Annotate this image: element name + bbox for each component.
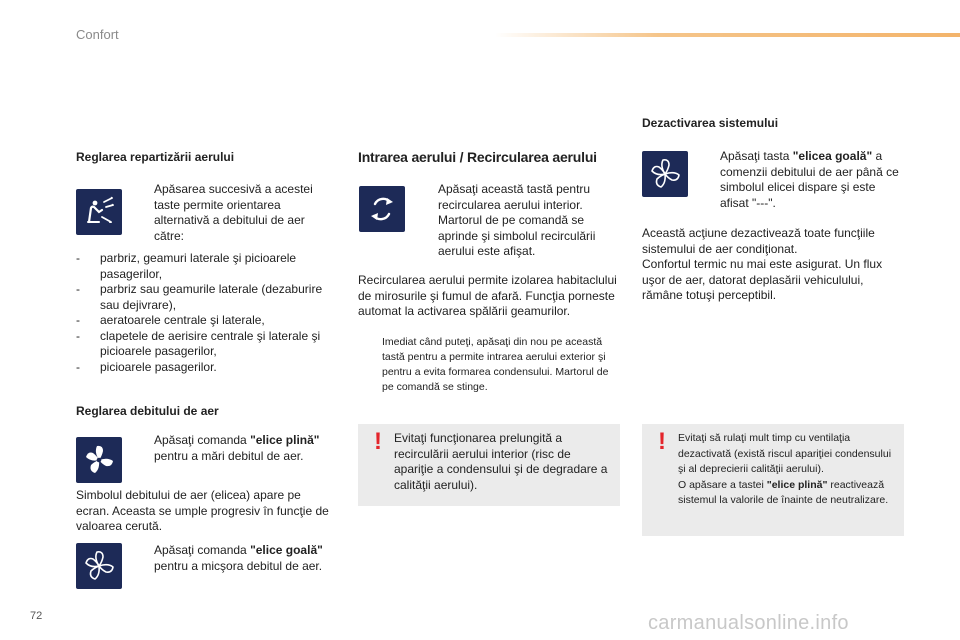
deactivation-warning-pre: O apăsare a tastei (678, 478, 767, 491)
air-distribution-heading: Reglarea repartizării aerului (76, 150, 235, 164)
fan-empty-text-post: pentru a micşora debitul de aer. (154, 558, 323, 573)
list-item: - parbriz sau geamurile laterale (dezaburire sau dejivrare), (76, 282, 332, 313)
list-item: - clapetele de aerisire centrale şi laterale şi picioarele pasagerilor, (76, 329, 332, 360)
fan-empty-instruction (134, 543, 340, 574)
fan-full-button[interactable] (76, 437, 122, 483)
air-distribution-instruction (134, 182, 326, 244)
fan-full-instruction (134, 433, 334, 464)
deactivation-warning (642, 424, 904, 536)
recirculation-warning-text: Evitaţi funcţionarea prelungită a recirculării aerului interior (risc de apariţie a condensului şi de degradare a calităţii aerului). (394, 431, 608, 492)
fan-empty-icon (648, 157, 682, 191)
fan-full-text-post: pentru a mări debitul de aer. (154, 448, 304, 463)
fan-empty-label: "elicea goală" (792, 149, 873, 163)
deactivation-heading: Dezactivarea sistemului (642, 116, 779, 130)
deactivation-warning-text: Evitaţi să rulaţi mult timp cu ventilaţia dezactivată (există riscul apariţiei condensului şi al deprecierii calităţii aerului). (678, 432, 892, 475)
fan-empty-text-pre: Apăsaţi comanda (154, 543, 251, 557)
air-flow-description: Simbolul debitului de aer (elicea) apare pe ecran. Aceasta se umple progresiv în funcţie de valoarea cerută. (76, 488, 329, 533)
deactivation-text-post: a comenzii debitului de aer până ce simbolul elicei dispare şi este afisat "---". (720, 149, 899, 210)
recirculation-icon (365, 192, 399, 226)
deactivation-para-1: Această acţiune dezactivează toate funcţiile sistemului de aer condiţionat. (642, 226, 875, 256)
recirculation-button[interactable] (359, 186, 405, 232)
deactivation-para-2: Confortul termic nu mai este asigurat. Un flux uşor de aer, datorat deplasării vehiculului, rămâne totuşi perceptibil. (642, 257, 883, 302)
list-item: - picioarele pasagerilor. (76, 360, 332, 376)
recirculation-instruction (418, 182, 618, 260)
warning-icon: ! (374, 428, 382, 455)
recirculation-note-text: Imediat când puteţi, apăsaţi din nou pe această tastă pentru a permite intrarea aerului exterior şi pentru a evita formarea condensului. Martorul de pe comandă se stinge. (382, 336, 609, 393)
air-distribution-instruction-text: Apăsarea succesivă a acestei taste permite orientarea alternativă a debitului de aer către: (154, 182, 313, 243)
watermark: carmanualsonline.info (648, 612, 849, 634)
deactivation-instruction (700, 149, 906, 211)
recirculation-description: Recircularea aerului permite izolarea habitaclului de mirosurile şi fumul de afară. Funcţia porneste automat la activarea spălării geamurilor. (358, 273, 617, 318)
air-distribution-button[interactable] (76, 189, 122, 235)
recirculation-instruction-text: Apăsaţi această tastă pentru recircularea aerului interior. Martorul de pe comandă se aprinde şi simbolul recirculării aerului este afişat. (438, 182, 596, 258)
fan-empty-icon (82, 549, 116, 583)
list-item: - aeratoarele centrale şi laterale, (76, 313, 332, 329)
fan-full-label: "elice plină" (250, 433, 320, 447)
deactivation-warning-post: reactivează sistemul la valorile de înainte de neutralizare. (678, 478, 889, 506)
header-accent-rule (495, 33, 960, 37)
fan-full-text-pre: Apăsaţi comanda (154, 433, 251, 447)
air-distribution-list (76, 251, 332, 375)
fan-full-icon (82, 443, 116, 477)
section-title: Confort (76, 27, 119, 42)
fan-empty-label: "elice goală" (250, 543, 323, 557)
deactivation-description (642, 226, 904, 304)
warning-icon: ! (658, 428, 666, 455)
page-number: 72 (30, 610, 43, 622)
fan-empty-deactivate-button[interactable] (642, 151, 688, 197)
fan-empty-button[interactable] (76, 543, 122, 589)
air-flow-heading: Reglarea debitului de aer (76, 404, 219, 418)
recirculation-note (358, 335, 622, 395)
deactivation-text-pre: Apăsaţi tasta (720, 149, 793, 163)
fan-full-label: "elice plină" (766, 478, 828, 491)
list-item: - parbriz, geamuri laterale şi picioarele pasagerilor, (76, 251, 332, 282)
recirculation-heading: Intrarea aerului / Recircularea aerului (358, 149, 597, 165)
air-distribution-icon (82, 195, 116, 229)
recirculation-warning (358, 424, 620, 506)
